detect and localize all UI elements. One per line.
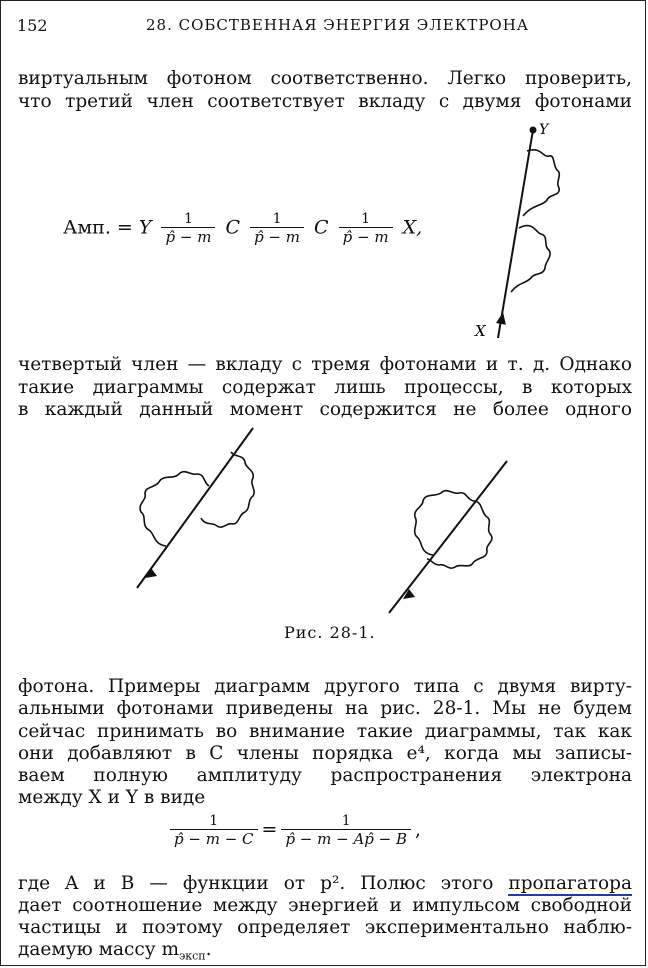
text-line: альными фотонами приведены на рис. 28-1. Мы не будем	[18, 698, 632, 719]
propagator-formula	[166, 813, 421, 848]
label-y: Y	[539, 122, 549, 138]
page-number: 152	[17, 16, 48, 35]
text-line: что третий член соответствует вкладу с двумя фотонами	[18, 91, 632, 112]
equals-sign: =	[261, 818, 278, 841]
text-line: четвертый член — вкладу с тремя фотонами и т. д. Однако	[18, 354, 632, 375]
fraction-left: $\frac{1}{p̂ - m - C}$	[170, 813, 258, 848]
amplitude-formula	[63, 211, 422, 246]
text-line: такие диаграммы содержат лишь процессы, в которых	[18, 377, 632, 398]
text-line: даемую массу $m_{эксп}$.	[18, 939, 212, 963]
formula-x: X,	[402, 216, 423, 239]
propagator-fraction: $\frac{1}{p̂ - m}$	[161, 211, 215, 246]
text-line: частицы и поэтому определяет экспериментально наблю-	[18, 917, 632, 938]
mass-subscript: эксп	[179, 949, 206, 963]
propagator-fraction: $\frac{1}{p̂ - m}$	[250, 211, 304, 246]
propagator-term: пропагатора	[508, 873, 632, 894]
chapter-title: 28. СОБСТВЕННАЯ ЭНЕРГИЯ ЭЛЕКТРОНА	[146, 16, 530, 34]
text-line: виртуальным фотоном соответственно. Легко проверить,	[18, 68, 632, 89]
text-line: фотона. Примеры диаграмм другого типа с двумя вирту-	[18, 676, 632, 697]
figure-left-diagram	[131, 426, 271, 596]
formula-lhs: Амп. =	[63, 216, 133, 239]
figure-caption: Рис. 28-1.	[284, 623, 376, 642]
two-photon-diagram	[471, 116, 591, 346]
formula-y: Y	[138, 216, 152, 239]
text-line: где A и B — функции от p². Полюс этого пропагатора	[18, 873, 632, 894]
text-line: ваем полную амплитуду распространения электрона	[18, 765, 632, 786]
propagator-fraction: $\frac{1}{p̂ - m}$	[339, 211, 393, 246]
label-x: X	[475, 322, 486, 340]
formula-c: C	[314, 216, 329, 239]
fraction-right: $\frac{1}{p̂ - m - Ap̂ - B}$	[281, 813, 411, 848]
figure-right-diagram	[383, 459, 523, 619]
text-line: они добавляют в C члены порядка e⁴, когда мы записы-	[18, 743, 632, 764]
formula-c: C	[225, 216, 241, 239]
formula-comma: ,	[415, 818, 422, 841]
text-line: между X и Y в виде	[18, 787, 206, 808]
text-line: дает соотношение между энергией и импульсом свободной	[18, 895, 632, 916]
text-line: сейчас принимать во внимание такие диаграммы, так как	[18, 721, 632, 742]
text-line: в каждый данный момент содержится не более одного	[18, 399, 632, 420]
